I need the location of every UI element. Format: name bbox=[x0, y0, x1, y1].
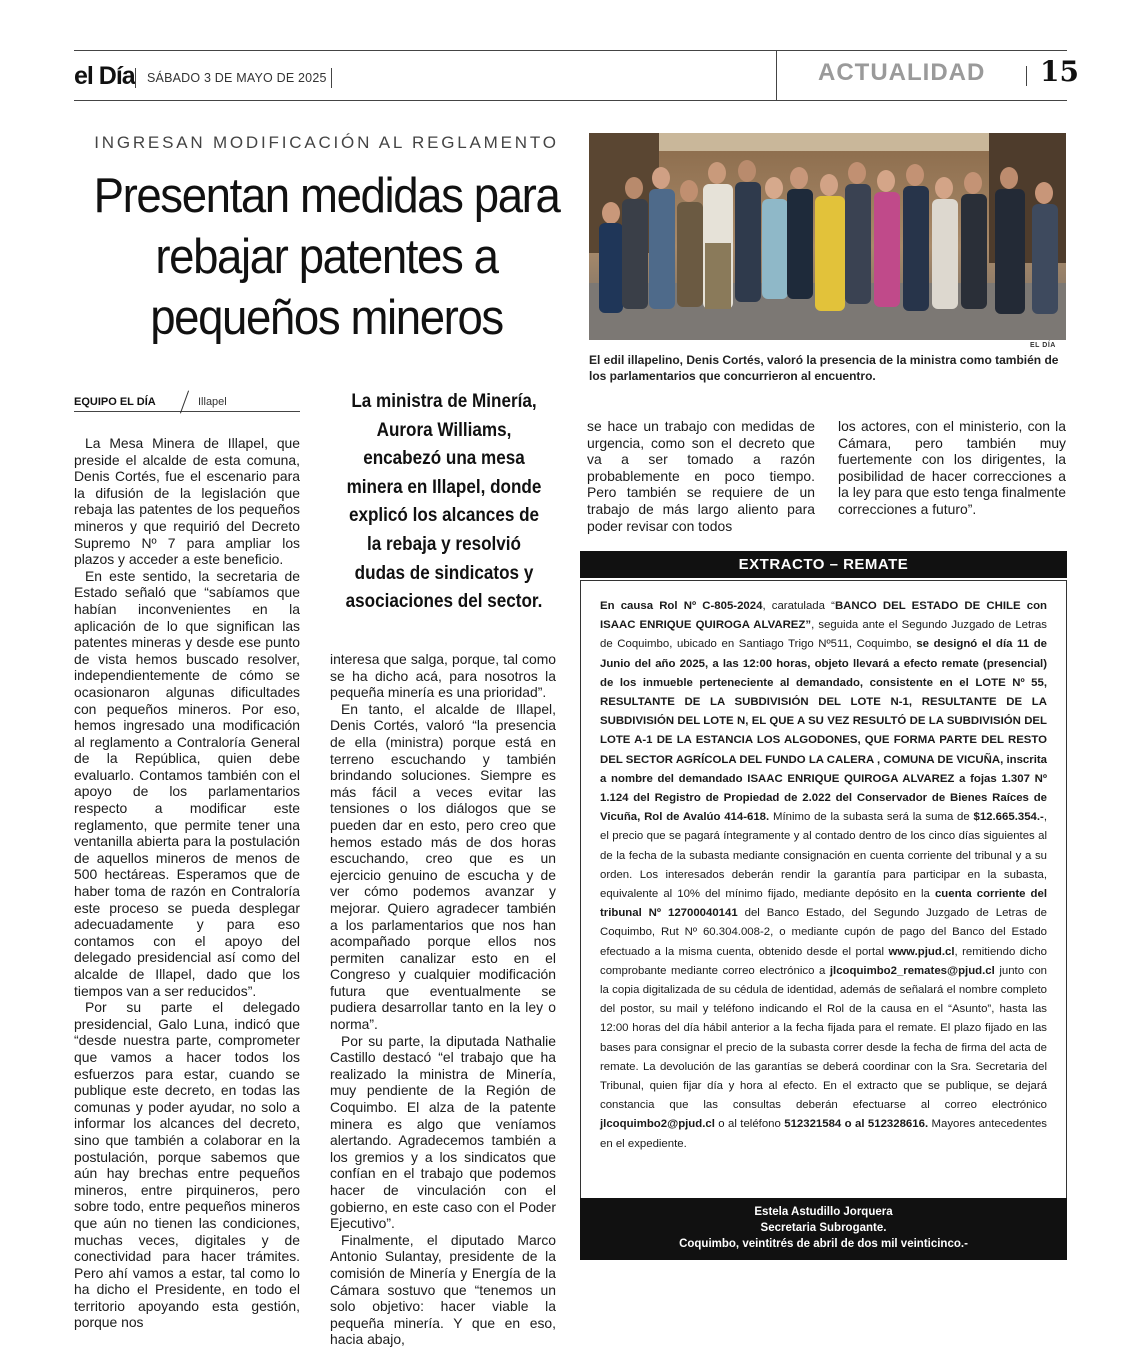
remate-seg: del Banco Estado, del Segundo Juzgado de Letras de Coquimbo, Rut Nº 60.304.008-2, o mediante cupón de pago del Banco del Estado efectuado a la misma cuenta, obtenido desde el portal bbox=[600, 907, 1047, 958]
masthead-separator bbox=[135, 68, 136, 88]
header-section-divider bbox=[776, 50, 777, 101]
remate-seg: , caratulada “ bbox=[762, 600, 835, 612]
issue-date: SÁBADO 3 DE MAYO DE 2025 bbox=[147, 71, 327, 85]
remate-case: En causa Rol Nº C-805-2024 bbox=[600, 600, 763, 612]
article-kicker: INGRESAN MODIFICACIÓN AL REGLAMENTO bbox=[94, 133, 559, 152]
remate-minimum: $12.665.354.- bbox=[973, 811, 1044, 824]
photo-credit: EL DÍA bbox=[1030, 342, 1056, 349]
remate-parties: BANCO DEL ESTADO DE CHILE con ISAAC ENRIQUE QUIROGA ALVAREZ” bbox=[600, 600, 1048, 632]
remate-contact-email: jlcoquimbo2@pjud.cl bbox=[600, 1118, 715, 1131]
article-column-1 bbox=[74, 435, 300, 1331]
group-photo bbox=[589, 133, 1066, 340]
remate-seg: o al teléfono bbox=[714, 1118, 785, 1131]
article-column-2 bbox=[330, 651, 556, 1348]
paragraph: La Mesa Minera de Illapel, que preside el alcalde de esta comuna, Denis Cortés, fue el escenario para la difusión de la legislación que rebaja las patentes de los pequeños mineros y que requirió del Decreto Supremo Nº 7 para ampliar los plazos y acceder a este beneficio. bbox=[74, 435, 300, 568]
section-name: ACTUALIDAD bbox=[818, 59, 986, 86]
paragraph: interesa que salga, porque, tal como se ha dicho acá, para nosotros la pequeña minería es una prioridad”. bbox=[330, 651, 556, 701]
article-column-3 bbox=[587, 418, 815, 534]
date-separator bbox=[331, 68, 332, 88]
article-headline: Presentan medidas para rebajar patentes a pequeños mineros bbox=[93, 169, 560, 345]
remate-account: cuenta corriente del tribunal Nº 12700040141 bbox=[600, 888, 1047, 920]
photo-caption: El edil illapelino, Denis Cortés, valoró la presencia de la ministra como también de los parlamentarios que concurrieron al encuentro. bbox=[589, 353, 1059, 383]
remate-seg: , seguida ante el Segundo Juzgado de Letras de Coquimbo, ubicado en Santiago Trigo Nº511, Coquimbo, bbox=[600, 619, 1047, 651]
remate-title: EXTRACTO – REMATE bbox=[580, 551, 1067, 578]
remate-email: jlcoquimbo2_remates@pjud.cl bbox=[829, 964, 995, 977]
remate-phones: 512321584 o al 512328616. bbox=[784, 1118, 929, 1131]
masthead-logo: el Día bbox=[74, 62, 135, 90]
paragraph: se hace un trabajo con medidas de urgencia, como son el decreto que va a ser tomado a razón probablemente en poco tiempo. Pero también se requiere de un trabajo de más largo aliento para poder revisar con todos bbox=[587, 418, 815, 534]
paragraph: Por su parte el delegado presidencial, Galo Luna, indicó que “desde nuestra parte, comprometer que vamos a hacer todos los esfuerzos para estar, cuando se publique este decreto, en todas las comunas y poder ayudar, no solo a informar los alcances del decreto, sino que también a colaborar en la postulación, porque sabemos que aún hay brechas entre pequeños mineros, entre pirquineros, pero sobre todo, entre pequeños mineros que aún no tienen las condiciones, muchas veces, digitales y de conectividad para hacer trámites. Pero ahí vamos a estar, tal como lo ha dicho el Presidente, en todo el territorio apoyando esta gestión, porque nos bbox=[74, 999, 300, 1331]
signer-name: Estela Astudillo Jorquera bbox=[754, 1206, 893, 1218]
pull-quote: La ministra de Minería, Aurora Williams, encabezó una mesa minera en Illapel, donde explicó los alcances de la rebaja y resolvió dudas de sindicatos y asociaciones del sector. bbox=[345, 391, 543, 613]
remate-seg: Mínimo de la subasta será la suma de bbox=[769, 811, 974, 824]
byline-slash bbox=[180, 391, 189, 414]
header-top-rule bbox=[74, 50, 1067, 51]
remate-property: se designó el día 11 de Junio del año 2025, a las 12:00 horas, objeto llevará a efecto remate (presencial) de los inmueble perteneciente al demandado, consistente en el LOTE Nº 55, RESULTANTE DE LA SUBDIVISIÓN DEL LOTE N-1, RESULTANTE DE LA SUBDIVISIÓN DEL LOTE N, EL QUE A SU VEZ RESULTÓ DE LA SUBDIVISIÓN DEL LOTE A-1 DE LA ESTANCIA LOS ALGODONES, QUE FORMA PARTE DEL RESTO DEL SECTOR AGRÍCOLA DEL FUNDO LA CALERA , COMUNA DE VICUÑA, inscrita a nombre del demandado ISAAC ENRIQUE QUIROGA ALVAREZ a fojas 1.307 Nº 1.124 del Registro de Propiedad de 2.022 del Conservador de Bienes Raíces de Vicuña, Rol de Avalúo 414-618. bbox=[600, 638, 1047, 824]
remate-seg: junto con la copia digitalizada de su cédula de identidad, además de señalará el nombre completo del postor, su mail y teléfono indicando el Rol de la causa en el “Asunto”, hasta las 12:00 horas del día hábil anterior a la fecha fijada para el remate. El plazo fijado en las bases para consignar el precio de la subasta correr desde la fecha de firma del acta de remate. La devolución de las garantías se deberá coordinar con la Sra. Secretaria del Tribunal, quien fijar día y hora al efecto. En el extracto que se publique, se dejará constancia que las consultas deberán efectuarse al correo electrónico bbox=[600, 964, 1047, 1112]
dateline-location: Illapel bbox=[198, 396, 227, 408]
paragraph: Finalmente, el diputado Marco Antonio Sulantay, presidente de la comisión de Minería y Energía de la Cámara sostuvo que “tenemos un solo objetivo: hacer viable la pequeña minería. Y que en eso, hacia abajo, bbox=[330, 1231, 556, 1348]
remate-seg: , remitiendo dicho comprobante mediante correo electrónico a bbox=[600, 945, 1047, 977]
remate-seg: , el precio que se pagará íntegramente y al contado dentro de los cinco días siguientes al de la fecha de la subasta mediante consignación en cuenta corriente del tribunal y a su orden. Los interesados deberán rendir la garantía para participar en la subasta, equivalente al 10% del mínimo fijado, mediante depósito en la bbox=[600, 811, 1047, 901]
byline-rule bbox=[74, 411, 300, 412]
signature-place-date: Coquimbo, veintitrés de abril de dos mil veinticinco.- bbox=[679, 1238, 968, 1250]
paragraph: los actores, con el ministerio, con la Cámara, pero también muy fuertemente con los dirigentes, la posibilidad de hacer correcciones a la ley para que esto tenga finalmente correcciones a futuro”. bbox=[838, 418, 1066, 517]
page-number: 15 bbox=[1040, 55, 1079, 88]
remate-seg: Mayores antecedentes en el expediente. bbox=[600, 1118, 1047, 1150]
article-column-4 bbox=[838, 418, 1066, 518]
remate-text bbox=[600, 597, 1047, 1154]
paragraph: En tanto, el alcalde de Illapel, Denis Cortés, valoró “la presencia de ella (ministra) porque está en terreno escuchando y también brindando soluciones. Siempre es más fácil a veces evitar las tensiones o los diálogos que se pueden dar en esto, pero creo que hemos estado más de dos horas escuchando, creo que es un ejercicio genuino de escucha y de ver cómo podemos avanzar y mejorar. Quiero agradecer también a los parlamentarios que nos han acompañado porque ellos nos permiten canalizar esto en el Congreso y cualquier modificación futura que eventualmente se pudiera desarrollar tanto en la ley o norma”. bbox=[330, 700, 556, 1033]
page-number-separator bbox=[1026, 66, 1027, 86]
remate-portal: www.pjud.cl bbox=[888, 945, 955, 958]
remate-signature bbox=[580, 1198, 1067, 1260]
paragraph: Por su parte, la diputada Nathalie Castillo destacó “el trabajo que ha realizado la ministra de Minería, muy pendiente de la Región de Coquimbo. El alza de la patente minera es algo que veníamos alertando. Agradecemos también a los gremios y a los sindicatos que confían en el trabajo que podemos hacer de vinculación con el gobierno, en este caso con el Poder Ejecutivo”. bbox=[330, 1032, 556, 1232]
paragraph: En este sentido, la secretaria de Estado señaló que “sabíamos que habían inconvenientes en la aplicación de lo que significan las patentes mineras y desde ese punto de vista hemos buscado resolver, independientemente de cómo se ocasionaron algunas dificultades con pequeños mineros. Por eso, hemos ingresado una modificación al reglamento a Contraloría General de la República, quien debe evaluarlo. Contamos también con el apoyo de los parlamentarios respecto a modificar este reglamento, que permite tener una ventanilla abierta para la postulación de aquellos mineros de menos de 500 hectáreas. Esperamos que de haber toma de razón en Contraloría este proceso se pueda desplegar adecuadamente y para eso contamos con el apoyo del delegado presidencial así como del alcalde de Illapel, dado que los tiempos van a ser reducidos”. bbox=[74, 567, 300, 999]
byline: EQUIPO EL DÍA bbox=[74, 396, 156, 408]
signer-title: Secretaria Subrogante. bbox=[760, 1222, 887, 1234]
header-bottom-rule bbox=[74, 100, 1067, 101]
